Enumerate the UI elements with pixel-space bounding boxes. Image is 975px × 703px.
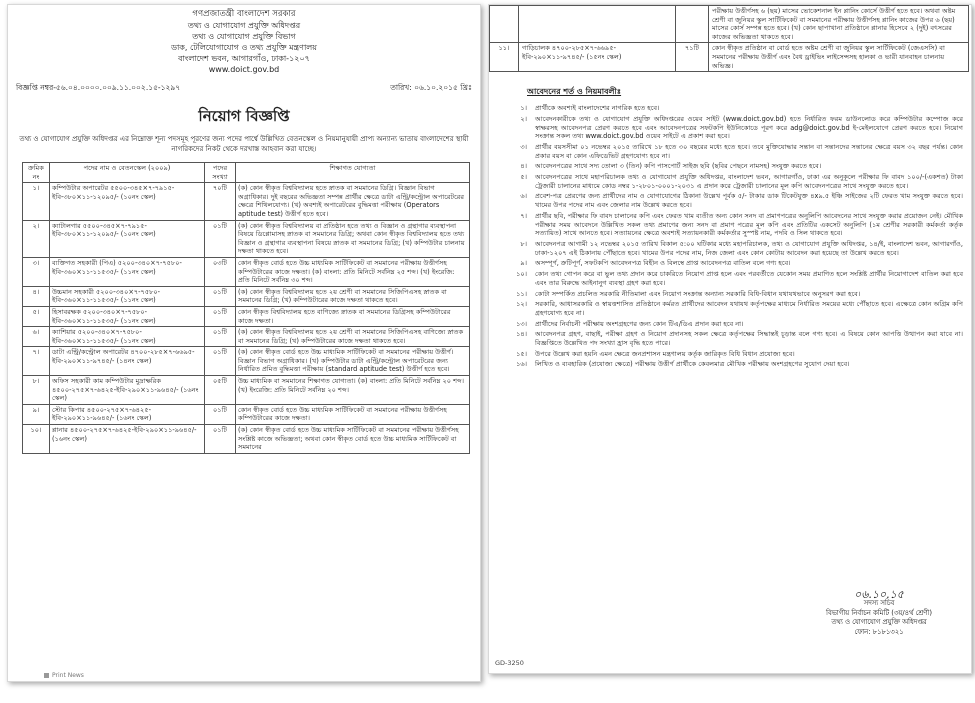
row-serial: ৭।: [23, 347, 50, 376]
signatory-title: সদস্য সচিব: [863, 599, 895, 607]
row-serial: ৪।: [23, 286, 50, 306]
row-count: ৭০টি: [205, 183, 236, 220]
header-post: পদের নাম ও বেতনস্কেল (২০০৯): [50, 163, 205, 183]
table-row: [23, 404, 470, 424]
table-row: [23, 425, 470, 454]
division-name: তথ্য ও যোগাযোগ প্রযুক্তি বিভাগ: [192, 32, 296, 41]
condition-text: আবেদনকারীকে তথ্য ও যোগাযোগ প্রযুক্তি অধিদপ্তরের ওয়েব সাইট (www.doict.gov.bd) হতে নির্ধারিত ফরম ডাউনলোড করে কম্পিউটার কম্পোজ করে স্বাক্ষরসহ আবেদনপত্র প্রেরণ করতে হবে এবং আবেদনপত্রের সফটকপি ইউনিকোডে পূরণ করে adg@doict.gov.bd ই-মেইলযোগে প্রেরণ করতে হবে। নিয়োগ সংক্রান্ত সকল তথ্য www.doict.gov.bd ওয়েব সাইটে এ প্রকাশ করা হবে।: [535, 114, 963, 141]
list-item: [497, 104, 963, 113]
row-qualification: কোন স্বীকৃত বোর্ড হতে উচ্চ মাধ্যমিক সার্টিফিকেট বা সমমানের পরীক্ষায় উত্তীর্ণসহ কম্পিউটারের কাজে দক্ষতা।: [236, 404, 470, 424]
condition-text: সরকারি, আধাসরকারি ও স্বায়ত্তশাসিত প্রতিষ্ঠানে কর্মরত প্রার্থীদের আবেদন যথাযথ কর্তৃপক্ষের মাধ্যমে নির্ধারিত সময়ের মধ্যে পৌঁছাতে হবে। এক্ষেত্রে কোন অগ্রিম কপি গ্রহণযোগ্য হবে না।: [535, 300, 963, 317]
row-qualification: কোন স্বীকৃত বিশ্ববিদ্যালয় হতে বাণিজ্যে স্নাতক বা সমমানের ডিগ্রিসহ কম্পিউটারের কাজে দক্ষতা।: [236, 306, 470, 326]
list-item: [497, 143, 963, 160]
dept-name: তথ্য ও যোগাযোগ প্রযুক্তি অধিদপ্তর: [187, 21, 301, 30]
table-row: [23, 376, 470, 405]
print-news-label: Print News: [52, 672, 84, 679]
row-count: ০৫টি: [205, 376, 236, 405]
gd-number: GD-3250: [495, 659, 524, 667]
row-count: ০১টি: [205, 404, 236, 424]
condition-number: ১৪।: [516, 330, 527, 339]
row-serial: ৯।: [23, 404, 50, 424]
posts-table-body: [23, 183, 470, 454]
list-item: [497, 290, 963, 299]
condition-number: ৮।: [520, 240, 527, 248]
row-post: গাড়িচালক ৪৭০০-২৮৫×৭-৬৬৯৫-ইবি-২৯০×১১-৯৭৪৫/- (১৫নং স্কেল): [519, 43, 676, 72]
posts-table-header: [23, 163, 470, 183]
row-post: ব্যক্তিগত সহকারী (পিএ) ৫২০০-৩৪০×৭-৭৫৮০-ইবি-৩৬০×১১-১১৫৩৫/- (১১নং স্কেল): [50, 257, 205, 286]
condition-number: ১৫।: [516, 349, 527, 358]
header-qualification: শিক্ষাগত যোগ্যতা: [236, 163, 470, 183]
row-serial: ২।: [23, 220, 50, 257]
condition-text: লিখিত ও ব্যবহারিক (প্রযোজ্য ক্ষেত্রে) পরীক্ষায় উত্তীর্ণ প্রার্থীকে কেবলমাত্র মৌখিক পরীক্ষায় অংশগ্রহণের সুযোগ দেয়া হবে।: [535, 360, 850, 369]
row-qualification: কোন স্বীকৃত বোর্ড হতে উচ্চ মাধ্যমিক সার্টিফিকেট বা সমমানের পরীক্ষায় উত্তীর্ণসহ কম্পিউটারের কাজে দক্ষতা। (ক) বাংলা: প্রতি মিনিটে সর্বনিম্ন ২৫ শব্দ। (খ) ইংরেজি: প্রতি মিনিটে সর্বনিম্ন ৩০ শব্দ।: [236, 257, 470, 286]
list-item: [497, 192, 963, 209]
table-row: [23, 327, 470, 347]
table-row: [490, 43, 969, 72]
print-news-footer: [44, 672, 84, 679]
condition-number: ২।: [520, 114, 527, 123]
condition-number: ১৬।: [516, 360, 527, 369]
list-item: [497, 270, 963, 287]
row-count: ০১টি: [205, 347, 236, 376]
website-text: www.doict.gov.bd: [208, 65, 280, 74]
row-serial: ৮।: [23, 376, 50, 405]
notice-title: নিয়োগ বিজ্ঞপ্তি: [198, 107, 290, 125]
condition-text: আবেদনপত্র আগামী ১২ নভেম্বর ২০১৫ তারিখ বিকাল ৫:০০ ঘটিকার মধ্যে মহাপরিচালক, তথ্য ও যোগাযোগ প্রযুক্তি অধিদপ্তর, ১৪/ই, বাংলাদেশ ভবন, আগারগাঁও, ঢাকা-১২০৭ এই ঠিকানায় পৌঁছাতে হবে। খামের উপর পদের নাম, নিজ জেলা এবং কোন কোটায় আবেদন করা হয়েছে তা উল্লেখ করতে হবে।: [535, 240, 963, 257]
office-address: বাংলাদেশ ভবন, আগারগাঁও, ঢাকা-১২০৭: [178, 54, 310, 63]
condition-text: অসম্পূর্ণ, ক্রটিপূর্ণ, সফটকপি আবেদনপত্র বিহীন ও বিলম্বে প্রাপ্ত আবেদনপত্র বাতিল বলে গণ্য হবে।: [535, 259, 791, 268]
row-post: প্লানার ৪৫০০-২৭৫×৭-৬৪২৫-ইবি-২৯০×১১-৯৬৪৫/- (১৬নং স্কেল): [50, 425, 205, 454]
row-count: ০৩টি: [205, 257, 236, 286]
condition-number: ৯।: [520, 259, 527, 268]
list-item: [497, 173, 963, 190]
table-row: [23, 347, 470, 376]
condition-text: আবেদনপত্রের সাথে মহাপরিচালক তথ্য ও যোগাযোগ প্রযুক্তি অধিদপ্তর, বাংলাদেশ ভবন, আগারগাঁও, ঢাকা এর অনুকূলে পরীক্ষার ফি বাবদ ১০০/-(একশত) টাকা ট্রেজারী চালানের মাধ্যমে কোড নম্বর ১-২৮০১-০০০১-২০৩১ এ প্রদান করে ট্রেজারী চালানের মূল কপি আবেদনপত্রের সাথে সংযুক্ত করতে হবে।: [535, 173, 963, 190]
condition-number: ৭।: [520, 211, 527, 220]
row-post: স্টোর কিপার ৪৫০০-২৭৫×৭-৬৪২৫-ইবি-২৯০×১১-৯৬৪৫/- (১৬নং স্কেল): [50, 404, 205, 424]
header-count: পদের সংখ্যা: [205, 163, 236, 183]
list-item: [497, 162, 963, 171]
condition-number: ১১।: [516, 289, 527, 298]
signatory-phone: ফোন: ৮১৮১৩২১: [854, 627, 904, 636]
gov-name: গণপ্রজাতন্ত্রী বাংলাদেশ সরকার: [192, 9, 296, 19]
list-item: [497, 360, 963, 369]
row-count: ০১টি: [205, 306, 236, 326]
list-item: [497, 259, 963, 268]
row-qualification: কোন স্বীকৃত প্রতিষ্ঠান বা বোর্ড হতে অষ্টম শ্রেণী বা জুনিয়র স্কুল সার্টিফিকেট (জেএসসি) বা সমমানের পরীক্ষায় উত্তীর্ণ এবং বৈধ ড্রাইভিং লাইসেন্সসহ হালকা ও ভারী যানবাহন চালনায় অভিজ্ঞ।: [709, 43, 969, 72]
condition-number: ৬।: [520, 192, 527, 201]
condition-text: প্রার্থীদের নির্বাচনী পরীক্ষায় অংশগ্রহণের জন্য কোন টিএ/ডিএ প্রদান করা হবে না।: [535, 319, 744, 328]
condition-text: কোন তথ্য গোপন করে বা ভুল তথ্য প্রদান করে চাকরিতে নিয়োগ প্রাপ্ত হলে এবং পরবর্তীতে যেকোন সময় প্রমাণিত হলে সংশ্লিষ্ট প্রার্থীর নিয়োগাদেশ বাতিল করা হবে এবং তার বিরুদ্ধে আইনানুগ ব্যবস্থা গ্রহণ করা হবে।: [535, 270, 963, 287]
condition-number: ১।: [520, 104, 527, 113]
notice-left-column: [7, 4, 481, 682]
condition-number: ৪।: [520, 162, 527, 171]
row-post: হিসাবরক্ষক ৫২০০-৩৪০×৭-৭৫৮০-ইবি-৩৬০×১১-১১৫৩৫/- (১১নং স্কেল): [50, 306, 205, 326]
memo-line: [8, 75, 480, 95]
row-post: ক্যাশিয়ার ৫২০০-৩৪০×৭-৭৫৮০-ইবি-৩৬০×১১-১১৫৩৫/- (১১নং স্কেল): [50, 327, 205, 347]
posts-table-continued: [489, 5, 969, 72]
row-count: ৭১টি: [676, 43, 709, 72]
condition-text: আবেদনপত্র গ্রহণ, বাছাই, পরীক্ষা গ্রহণ ও নিয়োগ প্রদানসহ সকল ক্ষেত্রে কর্তৃপক্ষের সিদ্ধান্তই চূড়ান্ত বলে গণ্য হবে। এ বিষয়ে কোন আপত্তি উত্থাপন করা যাবে না। বিজ্ঞপ্তিতে উল্লেখিত পদ সংখ্যা হ্রাস বৃদ্ধি হতে পারে।: [535, 330, 963, 348]
list-item: [497, 330, 963, 347]
row-count: ০১টি: [205, 327, 236, 347]
row-qualification: (ক) কোন স্বীকৃত বিশ্ববিদ্যালয় হতে স্নাতক বা সমমানের ডিগ্রি। বিজ্ঞান বিভাগ অগ্রাধিকার। দুই বছরের অভিজ্ঞতা সম্পন্ন প্রার্থীর ক্ষেত্রে ডাটা এন্ট্রি/কন্ট্রোল অপারেটরের ক্ষেত্রে শিথিলযোগ্য। (খ) অবশ্যই অপারেটরের বুদ্ধিমত্তা পরীক্ষায় (Operators aptitude test) উত্তীর্ণ হতে হবে।: [236, 183, 470, 220]
signature-block: [799, 587, 959, 638]
table-row: [23, 220, 470, 257]
row-post: অফিস সহকারী কাম কম্পিউটার মুদ্রাক্ষরিক ৪৫০০-২৭৫×৭-৬৪২৫-ইবি-২৯০×১১-৯৬৪৫/- (১৬নং স্কেল): [50, 376, 205, 405]
row-post: উচ্চমান সহকারী ৫২০০-৩৪০×৭-৭৫৮০-ইবি-৩৬০×১১-১১৫৩৫/- (১১নং স্কেল): [50, 286, 205, 306]
table-row: [490, 6, 969, 43]
committee-name: বিভাগীয় নির্বাচন কমিটি (৩য়/৪র্থ শ্রেণী): [826, 608, 932, 617]
notice-right-column: [488, 4, 972, 674]
table-row: [23, 286, 470, 306]
memo-date: তারিখ: ০৬.১০.২০১৫ খ্রিঃ: [390, 83, 472, 92]
list-item: [497, 320, 963, 329]
row-count: ০১টি: [205, 425, 236, 454]
table-row: [23, 257, 470, 286]
row-serial: ৩।: [23, 257, 50, 286]
row-serial: ৬।: [23, 327, 50, 347]
conditions-list: [497, 104, 963, 369]
row-serial: ১১।: [490, 43, 519, 72]
condition-text: প্রার্থীর ছবি, পরীক্ষার ফি বাবদ চালানের কপি এবং ফেরত খাম ব্যতীত অন্য কোন সনদ বা প্রমাণপত্রের অনুলিপি আবেদনের সাথে সংযুক্ত করার প্রয়োজন নেই। মৌখিক পরীক্ষার সময় আবেদনে উল্লিখিত সকল তথ্য প্রমাণের জন্য সনদ বা প্রমাণ পত্রের মূল কপি এবং প্রতিটির একসেট অনুলিপি (১ম শ্রেণীর সরকারী কর্মকর্তা কর্তৃক সত্যায়িত) সাথে আনতে হবে। সত্যায়নের ক্ষেত্রে অবশ্যই সত্যায়নকারী কর্মকর্তার সুস্পষ্ট নাম, পদবি ও সিল থাকতে হবে।: [535, 211, 963, 238]
conditions-title: আবেদনের শর্ত ও নিয়মাবলীঃ: [527, 87, 622, 97]
list-item: [497, 212, 963, 238]
row-qualification: (ক) কোন স্বীকৃত বিশ্ববিদ্যালয় বা প্রতিষ্ঠান হতে তথ্য ও বিজ্ঞান ও গ্রন্থাগার ব্যবস্থাপনা বিষয়ে ডিপ্লোমাসহ স্নাতক বা সমমানের ডিগ্রি; অথবা কোন স্বীকৃত বিশ্ববিদ্যালয় হতে তথ্য বিজ্ঞান ও গ্রন্থাগার ব্যবস্থাপনা বিষয়ে স্নাতক বা সমমানের ডিগ্রি; (খ) কম্পিউটার চালনায় দক্ষতা থাকতে হবে।: [236, 220, 470, 257]
condition-text: প্রার্থীকে অবশ্যই বাংলাদেশের নাগরিক হতে হবে।: [535, 104, 660, 113]
condition-number: ১০।: [516, 270, 527, 279]
condition-text: প্রবেশ-পত্র প্রেরণের জন্য প্রার্থীদের নাম ও যোগাযোগের ঠিকানা উল্লেখ পূর্বক ৫/- টাকার ডাক টিকেটযুক্ত ৪x৯.৫ ইঞ্চি সাইজের ২টি ফেরত খাম সংযুক্ত করতে হবে। খামের উপর পদের নাম এবং জেলার নাম উল্লেখ করতে হবে।: [535, 192, 963, 210]
row-qualification: (ক) কোন স্বীকৃত বোর্ড হতে উচ্চ মাধ্যমিক সার্টিফিকেট বা সমমানের পরীক্ষায় উত্তীর্ণসহ সংশ্লিষ্ট কাজে অভিজ্ঞতা; অথবা কোন স্বীকৃত বোর্ড হতে উচ্চ মাধ্যমিক সার্টিফিকেট বা সমমানের: [236, 425, 470, 454]
memo-number: বিজ্ঞপ্তি নম্বর-৫৬.০৪.০০০০.০০৯.১১.০০২.১৫-১২৯৭: [16, 83, 181, 92]
condition-number: ৩।: [520, 142, 527, 151]
row-count: ০১টি: [205, 220, 236, 257]
ministry-name: ডাক, টেলিযোগাযোগ ও তথ্য প্রযুক্তি মন্ত্রণালয়: [171, 43, 317, 52]
table-row: [23, 306, 470, 326]
list-item: [497, 240, 963, 257]
condition-text: কোটা সম্পর্কিত প্রচলিত সরকারি নীতিমালা এবং নিয়োগ সংক্রান্ত অন্যান্য সরকারি বিধি-বিধান যথাযথভাবে অনুসরণ করা হবে।: [535, 289, 861, 298]
row-serial: ১০।: [23, 425, 50, 454]
list-item: [497, 115, 963, 141]
row-post: ক্যাটালগার ৫৫০০-৩৪৫×৭-৭৯১৫-ইবি-৩৮০×১১-১২০৯৫/- (১০নং স্কেল): [50, 220, 205, 257]
letterhead: [8, 5, 480, 75]
cont-qualification: পরীক্ষায় উত্তীর্ণসহ ৬ (ছয়) মাসের ভোকেশনাল ইন প্লানিং কোর্সে উত্তীর্ণ হতে হবে। অথবা অষ্টম শ্রেণী বা জুনিয়র স্কুল সার্টিফিকেট বা সমমানের পরীক্ষায় উত্তীর্ণসহ প্লানিং কাজের উপর ৬ (ছয়) মাসের কোর্স সম্পন্ন হতে হবে। (খ) কোন ছাপাখানা প্রতিষ্ঠানে প্লানার হিসেবে ২ (দুই) বৎসরের কাজের অভিজ্ঞতা থাকতে হবে।: [709, 6, 969, 43]
row-qualification: (ক) কোন স্বীকৃত বোর্ড হতে উচ্চ মাধ্যমিক সার্টিফিকেট বা সমমানের পরীক্ষায় উত্তীর্ণ। বিজ্ঞান বিভাগ অগ্রাধিকার। (খ) কম্পিউটার ডাটা এন্ট্রি/কন্ট্রোল অপারেটরের জন্য নির্ধারিত প্রমিত বুদ্ধিমত্তা পরীক্ষায় (standard aptitude test) উত্তীর্ণ হতে হবে।: [236, 347, 470, 376]
row-post: ডাটা এন্ট্রি/কন্ট্রোল অপারেটর ৪৭০০-২৮৫×৭-৬৬৯৫-ইবি-২৯০×১১-৯৭৪৫/- (১৪নং স্কেল): [50, 347, 205, 376]
condition-text: আবেদনপত্রের সাথে সদ্য তোলা ৩ (তিন) কপি পাসপোর্ট সাইজ ছবি (ছবির পেছনে নামসহ) সংযুক্ত করতে হবে।: [535, 162, 822, 171]
row-serial: ৫।: [23, 306, 50, 326]
signature-mark: ০৬.১০.১৫: [854, 587, 904, 601]
notice-intro: তথ্য ও যোগাযোগ প্রযুক্তি অধিদপ্তর এর নিম্নোক্ত শূন্য পদসমূহ পূরণের জন্য পদের পার্শ্বে উল্লিখিত বেতনস্কেল ও নিয়মানুযায়ী প্রাপ্য অন্যান্য ভাতায় বাংলাদেশের স্থায়ী নাগরিকদের নিকট থেকে দরখাস্ত আহবান করা যাচ্ছে।: [19, 135, 469, 153]
condition-number: ৫।: [520, 173, 527, 182]
signatory-dept: তথ্য ও যোগাযোগ প্রযুক্তি অধিদপ্তর: [831, 618, 927, 626]
row-count: ০১টি: [205, 286, 236, 306]
header-serial: ক্রমিক নং: [23, 163, 50, 183]
condition-text: উপরে উল্লেখ করা হয়নি এমন ক্ষেত্রে জনপ্রশাসন মন্ত্রণালয় কর্তৃক জারিকৃত বিধি বিধান প্রযোজ্য হবে।: [535, 349, 795, 358]
row-qualification: (ক) কোন স্বীকৃত বিশ্ববিদ্যালয় হতে ২য় শ্রেণী বা সমমানের সিজিপিএসহ বাণিজ্যে স্নাতক বা সমমানের ডিগ্রি; (খ) কম্পিউটারের কাজে দক্ষতা থাকতে হবে।: [236, 327, 470, 347]
row-qualification: (ক) কোন স্বীকৃত বিশ্ববিদ্যালয় হতে ২য় শ্রেণী বা সমমানের সিজিপিএসহ স্নাতক বা সমমানের ডিগ্রি; (খ) কম্পিউটারের কাজে দক্ষতা থাকতে হবে।: [236, 286, 470, 306]
row-qualification: উচ্চ মাধ্যমিক বা সমমানের শিক্ষাগত যোগ্যতা। (ক) বাংলা: প্রতি মিনিটে সর্বনিম্ন ২০ শব্দ। (খ) ইংরেজি: প্রতি মিনিটে সর্বনিম্ন ২০ শব্দ।: [236, 376, 470, 405]
condition-number: ১২।: [516, 300, 527, 309]
print-icon: [44, 673, 49, 678]
row-serial: ১।: [23, 183, 50, 220]
list-item: [497, 350, 963, 359]
row-post: কম্পিউটার অপারেটর ৫৫০০-৩৪৫×৭-৭৯১৫-ইবি-৩৮০×১১-১২০৯৫/- (১০নং স্কেল): [50, 183, 205, 220]
condition-number: ১৩।: [516, 319, 527, 328]
condition-text: প্রার্থীর বয়সসীমা ০১ নভেম্বর ২০১৫ তারিখে ১৮ হতে ৩০ বছরের মধ্যে হতে হবে। তবে মুক্তিযোদ্ধার সন্তান বা সন্তানদের সন্তানের ক্ষেত্রে বয়স ৩২ বছর পর্যন্ত। কোন প্রকার বয়স বা কোন এফিডেভিট গ্রহণযোগ্য হবে না।: [535, 142, 963, 160]
list-item: [497, 300, 963, 317]
table-row: [23, 183, 470, 220]
posts-table: [22, 162, 470, 454]
